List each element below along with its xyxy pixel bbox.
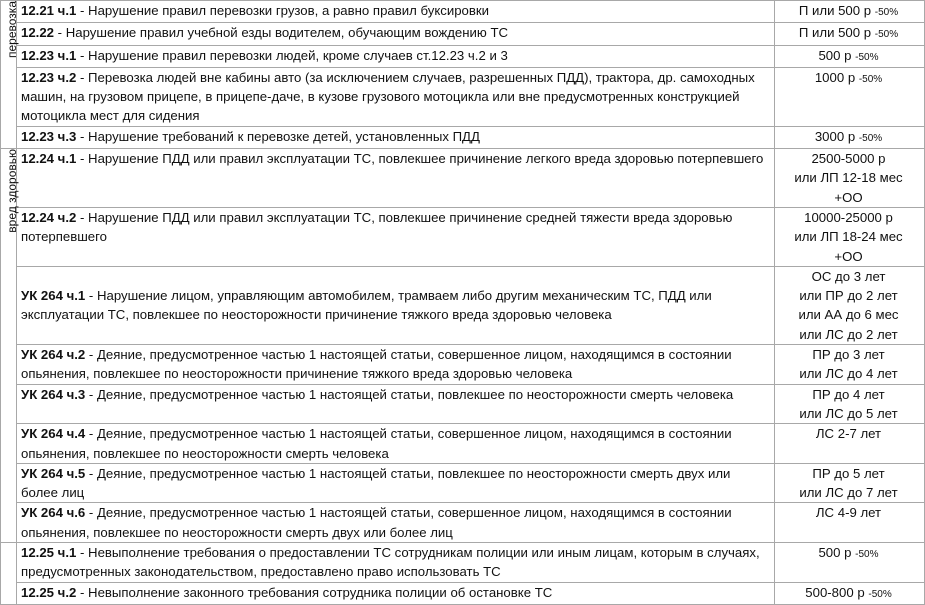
article-code: УК 264 ч.1 — [21, 288, 86, 304]
table-row — [1, 207, 925, 266]
penalty-line: ПР до 5 лет — [812, 465, 885, 481]
table-row — [1, 384, 925, 424]
table-row — [1, 463, 925, 503]
violation-text: - Деяние, предусмотренное частью 1 настоящей статьи, повлекшее по неосторожности смерть двух или более лиц — [21, 465, 731, 501]
violation-description — [17, 543, 775, 583]
violation-description — [17, 23, 775, 45]
table-row — [1, 126, 925, 148]
penalty-cell — [775, 207, 925, 266]
table-row — [1, 149, 925, 208]
article-code: УК 264 ч.6 — [21, 505, 86, 521]
violation-text: - Нарушение ПДД или правил эксплуатации ТС, повлекшее причинение средней тяжести вреда здоровью потерпевшего — [21, 209, 733, 245]
violation-text: - Нарушение требований к перевозке детей, установленных ПДД — [76, 128, 480, 144]
penalty-line: ЛС 4-9 лет — [815, 505, 882, 521]
violation-description — [17, 463, 775, 503]
article-code: УК 264 ч.5 — [21, 465, 86, 481]
penalty-text: 500 р — [818, 545, 852, 561]
penalty-cell — [775, 582, 925, 604]
violation-description — [17, 67, 775, 126]
violation-text: - Невыполнение законного требования сотрудника полиции об остановке ТС — [76, 584, 553, 600]
table-row — [1, 67, 925, 126]
penalty-cell — [775, 503, 925, 543]
article-code: 12.22 — [21, 25, 55, 41]
article-code: УК 264 ч.4 — [21, 426, 86, 442]
penalty-cell — [775, 424, 925, 464]
violation-text: - Деяние, предусмотренное частью 1 настоящей статьи, совершенное лицом, находящимся в состоянии опьянения, повлекшее по неосторожности смерть двух или более лиц — [21, 505, 732, 540]
violation-description — [17, 149, 775, 208]
violation-text: - Деяние, предусмотренное частью 1 настоящей статьи, совершенное лицом, находящимся в состоянии опьянения, повлекшее по неосторожности причинение тяжкого вреда здоровью человека — [21, 347, 732, 382]
section-label-harm-text: вред здоровью — [5, 149, 19, 233]
table-row — [1, 582, 925, 604]
section-label-transport — [1, 1, 17, 149]
violation-text: - Перевозка людей вне кабины авто (за исключением случаев, разрешенных ПДД), трактора, др. самоходных машин, на грузовом прицепе, в прицепе-даче, в кузове грузового мотоцикла или вне предусмотренных конструкцией мотоцикла мест для сидения — [21, 69, 755, 124]
penalty-cell — [775, 149, 925, 208]
section-label-harm — [1, 149, 17, 543]
penalty-text: 1000 р — [814, 69, 856, 85]
violation-text: - Нарушение правил учебной езды водителем, обучающим вождению ТС — [54, 25, 509, 41]
penalty-text: 500 р — [818, 47, 852, 63]
violation-description — [17, 424, 775, 464]
penalty-text: П или 500 р — [798, 3, 872, 18]
discount-badge: -50% — [874, 29, 899, 41]
penalty-cell — [775, 463, 925, 503]
penalty-line: ПР до 3 лет — [812, 347, 885, 363]
table-row — [1, 543, 925, 583]
article-code: 12.21 ч.1 — [21, 3, 77, 18]
penalty-cell — [775, 1, 925, 23]
penalty-text: 500-800 р — [805, 584, 865, 600]
table-row — [1, 266, 925, 344]
table-row — [1, 45, 925, 67]
article-code: 12.25 ч.2 — [21, 584, 77, 600]
penalty-line: или ЛС до 4 лет — [799, 366, 898, 382]
discount-badge: -50% — [855, 549, 879, 561]
penalty-line: ЛС 2-7 лет — [815, 426, 882, 442]
penalty-line: или ЛС до 2 лет — [799, 326, 898, 342]
violation-description — [17, 45, 775, 67]
article-code: 12.23 ч.1 — [21, 47, 77, 63]
table-row — [1, 23, 925, 45]
article-code: 12.23 ч.2 — [21, 69, 77, 85]
penalty-cell — [775, 45, 925, 67]
penalty-line: или ЛП 12-18 мес +ОО — [794, 170, 903, 205]
penalty-line: ПР до 4 лет — [812, 386, 885, 402]
violation-description — [17, 266, 775, 344]
penalty-cell — [775, 67, 925, 126]
discount-badge: -50% — [868, 588, 892, 600]
penalty-cell — [775, 126, 925, 148]
violation-description — [17, 503, 775, 543]
violation-text: - Нарушение лицом, управляющим автомобилем, трамваем либо другим механическим ТС, ПДД или эксплуатации ТС, повлекшее по неосторожности причинение тяжкого вреда здоровью человека — [21, 288, 712, 323]
penalty-cell — [775, 266, 925, 344]
penalty-line: ОС до 3 лет — [811, 268, 886, 284]
discount-badge: -50% — [855, 51, 879, 63]
article-code: УК 264 ч.2 — [21, 347, 86, 363]
penalty-cell — [775, 23, 925, 45]
discount-badge: -50% — [874, 7, 899, 18]
violation-description — [17, 207, 775, 266]
article-code: 12.24 ч.2 — [21, 209, 77, 225]
discount-badge: -50% — [858, 132, 883, 144]
penalty-text: 3000 р — [814, 128, 856, 144]
penalty-text: П или 500 р — [798, 25, 872, 41]
penalty-line: или АА до 6 мес — [798, 307, 899, 323]
violation-description — [17, 582, 775, 604]
violation-description — [17, 384, 775, 424]
table-row — [1, 424, 925, 464]
violation-text: - Нарушение правил перевозки людей, кроме случаев ст.12.23 ч.2 и 3 — [76, 47, 508, 63]
penalty-line: или ЛС до 5 лет — [799, 405, 898, 421]
penalty-line: или ЛС до 7 лет — [799, 485, 898, 501]
penalty-cell — [775, 345, 925, 385]
penalty-line: 10000-25000 р — [804, 209, 893, 225]
discount-badge: -50% — [858, 73, 883, 85]
table-row — [1, 345, 925, 385]
violation-description — [17, 126, 775, 148]
violation-description — [17, 1, 775, 23]
penalty-line: 2500-5000 р — [811, 151, 886, 167]
article-code: УК 264 ч.3 — [21, 386, 86, 402]
table-row — [1, 1, 925, 23]
penalty-line: или ПР до 2 лет — [799, 288, 898, 304]
section-label-other — [1, 543, 17, 605]
penalty-cell — [775, 384, 925, 424]
penalty-cell — [775, 543, 925, 583]
violation-text: - Деяние, предусмотренное частью 1 настоящей статьи, повлекшее по неосторожности смерть человека — [85, 386, 734, 402]
violation-text: - Нарушение правил перевозки грузов, а равно правил буксировки — [76, 3, 490, 18]
violation-text: - Нарушение ПДД или правил эксплуатации ТС, повлекшее причинение легкого вреда здоровью потерпевшего — [76, 151, 764, 167]
article-code: 12.25 ч.1 — [21, 545, 77, 561]
violation-text: - Деяние, предусмотренное частью 1 настоящей статьи, совершенное лицом, находящимся в состоянии опьянения, повлекшее по неосторожности смерть человека — [21, 426, 732, 461]
penalty-line: или ЛП 18-24 мес +ОО — [794, 229, 903, 264]
section-label-transport-text: перевозка — [5, 1, 19, 58]
article-code: 12.23 ч.3 — [21, 128, 77, 144]
violation-text: - Невыполнение требования о предоставлении ТС сотрудникам полиции или иным лицам, которым в случаях, предусмотренных законодательством, предоставлено право использовать ТС — [21, 545, 760, 580]
table-row — [1, 503, 925, 543]
article-code: 12.24 ч.1 — [21, 151, 77, 167]
violation-description — [17, 345, 775, 385]
